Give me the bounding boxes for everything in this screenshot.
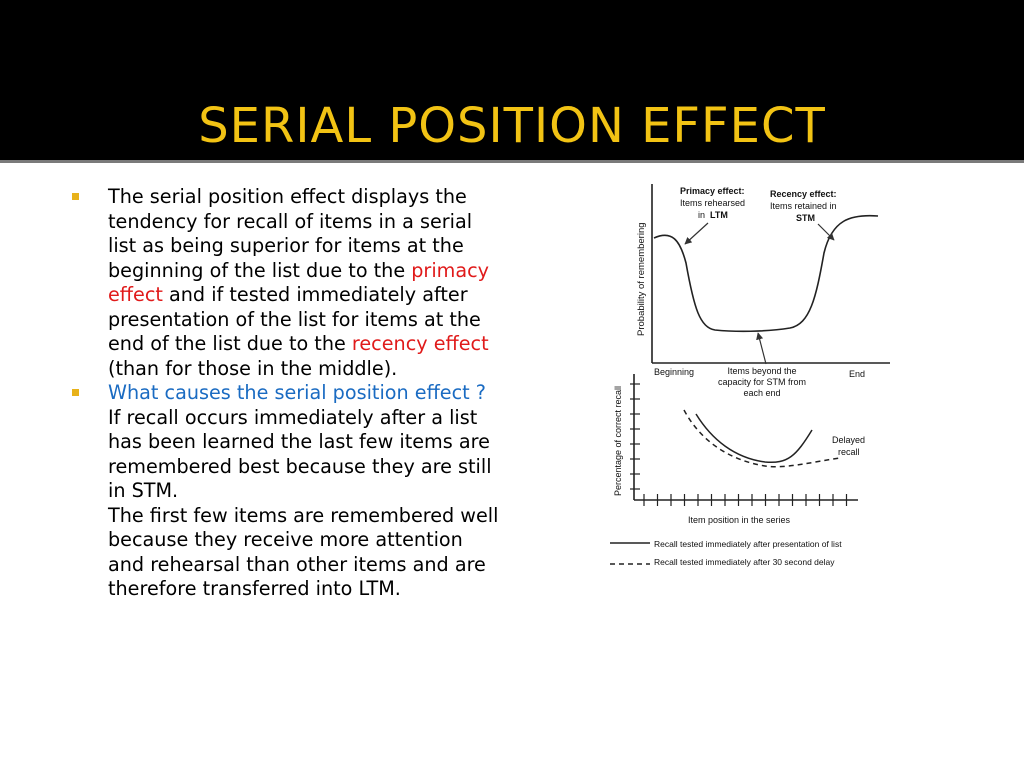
recency-arrow bbox=[818, 224, 834, 240]
serial-position-curve bbox=[654, 216, 878, 332]
bottom-y-axis-label: Percentage of correct recall bbox=[613, 385, 623, 496]
square-bullet-icon bbox=[72, 193, 79, 200]
primacy-effect-title: Primacy effect: bbox=[680, 186, 745, 196]
primacy-effect-highlight: primacy effect bbox=[108, 258, 490, 306]
causes-answer-stm: If recall occurs immediately after a list has been learned the last few items are remembered best because they are still in STM. bbox=[108, 405, 492, 502]
middle-items-line2: capacity for STM from bbox=[717, 377, 807, 387]
serial-position-svg bbox=[600, 178, 890, 578]
definition-text-part3: (than for those in the middle). bbox=[108, 356, 398, 380]
causes-question: What causes the serial position effect ? bbox=[108, 381, 486, 404]
title-bar bbox=[0, 0, 1024, 160]
delayed-recall-curve bbox=[684, 410, 840, 467]
bottom-x-axis-label: Item position in the series bbox=[688, 515, 791, 525]
primacy-arrow bbox=[685, 223, 708, 244]
header-divider bbox=[0, 160, 1024, 163]
middle-items-line1: Items beyond the bbox=[727, 366, 797, 376]
immediate-recall-curve bbox=[696, 414, 812, 462]
definition-text-part2: and if tested immediately after presentation of the list for items at the end of the list due to the bbox=[108, 283, 481, 355]
delayed-recall-label-line2: recall bbox=[838, 447, 860, 457]
serial-position-figure bbox=[600, 178, 890, 578]
primacy-effect-line2: Items rehearsed bbox=[680, 198, 746, 208]
definition-text-part1: The serial position effect displays the tendency for recall of items in a serial list as being superior for items at the beginning of the list due to the bbox=[108, 185, 473, 282]
bottom-y-ticks bbox=[630, 384, 640, 489]
legend-dashed-label: Recall tested immediately after 30 second delay bbox=[654, 557, 835, 567]
legend-solid-label: Recall tested immediately after presentation of list bbox=[654, 539, 842, 549]
top-x-end-label: End bbox=[849, 369, 866, 379]
middle-items-line3: each end bbox=[743, 388, 781, 398]
top-y-axis-label: Probability of remembering bbox=[636, 222, 647, 336]
bullet-item-definition bbox=[72, 185, 502, 381]
slide-title: SERIAL POSITION EFFECT bbox=[198, 98, 826, 154]
recency-effect-highlight: recency effect bbox=[351, 332, 489, 355]
recency-effect-stm: STM bbox=[796, 213, 815, 223]
recency-effect-title: Recency effect: bbox=[770, 189, 837, 199]
causes-answer-ltm: The first few items are remembered well because they receive more attention and rehearsal than other items and are therefore transferred into LTM. bbox=[108, 503, 499, 600]
primacy-effect-ltm: LTM bbox=[710, 210, 728, 220]
slide-body bbox=[72, 185, 502, 602]
middle-arrow bbox=[758, 333, 766, 364]
primacy-effect-line3: in bbox=[698, 210, 706, 220]
recency-effect-line2: Items retained in bbox=[770, 201, 837, 211]
square-bullet-icon bbox=[72, 389, 79, 396]
top-x-start-label: Beginning bbox=[654, 367, 695, 377]
delayed-recall-label-line1: Delayed bbox=[832, 435, 866, 445]
bullet-item-causes bbox=[72, 381, 502, 602]
